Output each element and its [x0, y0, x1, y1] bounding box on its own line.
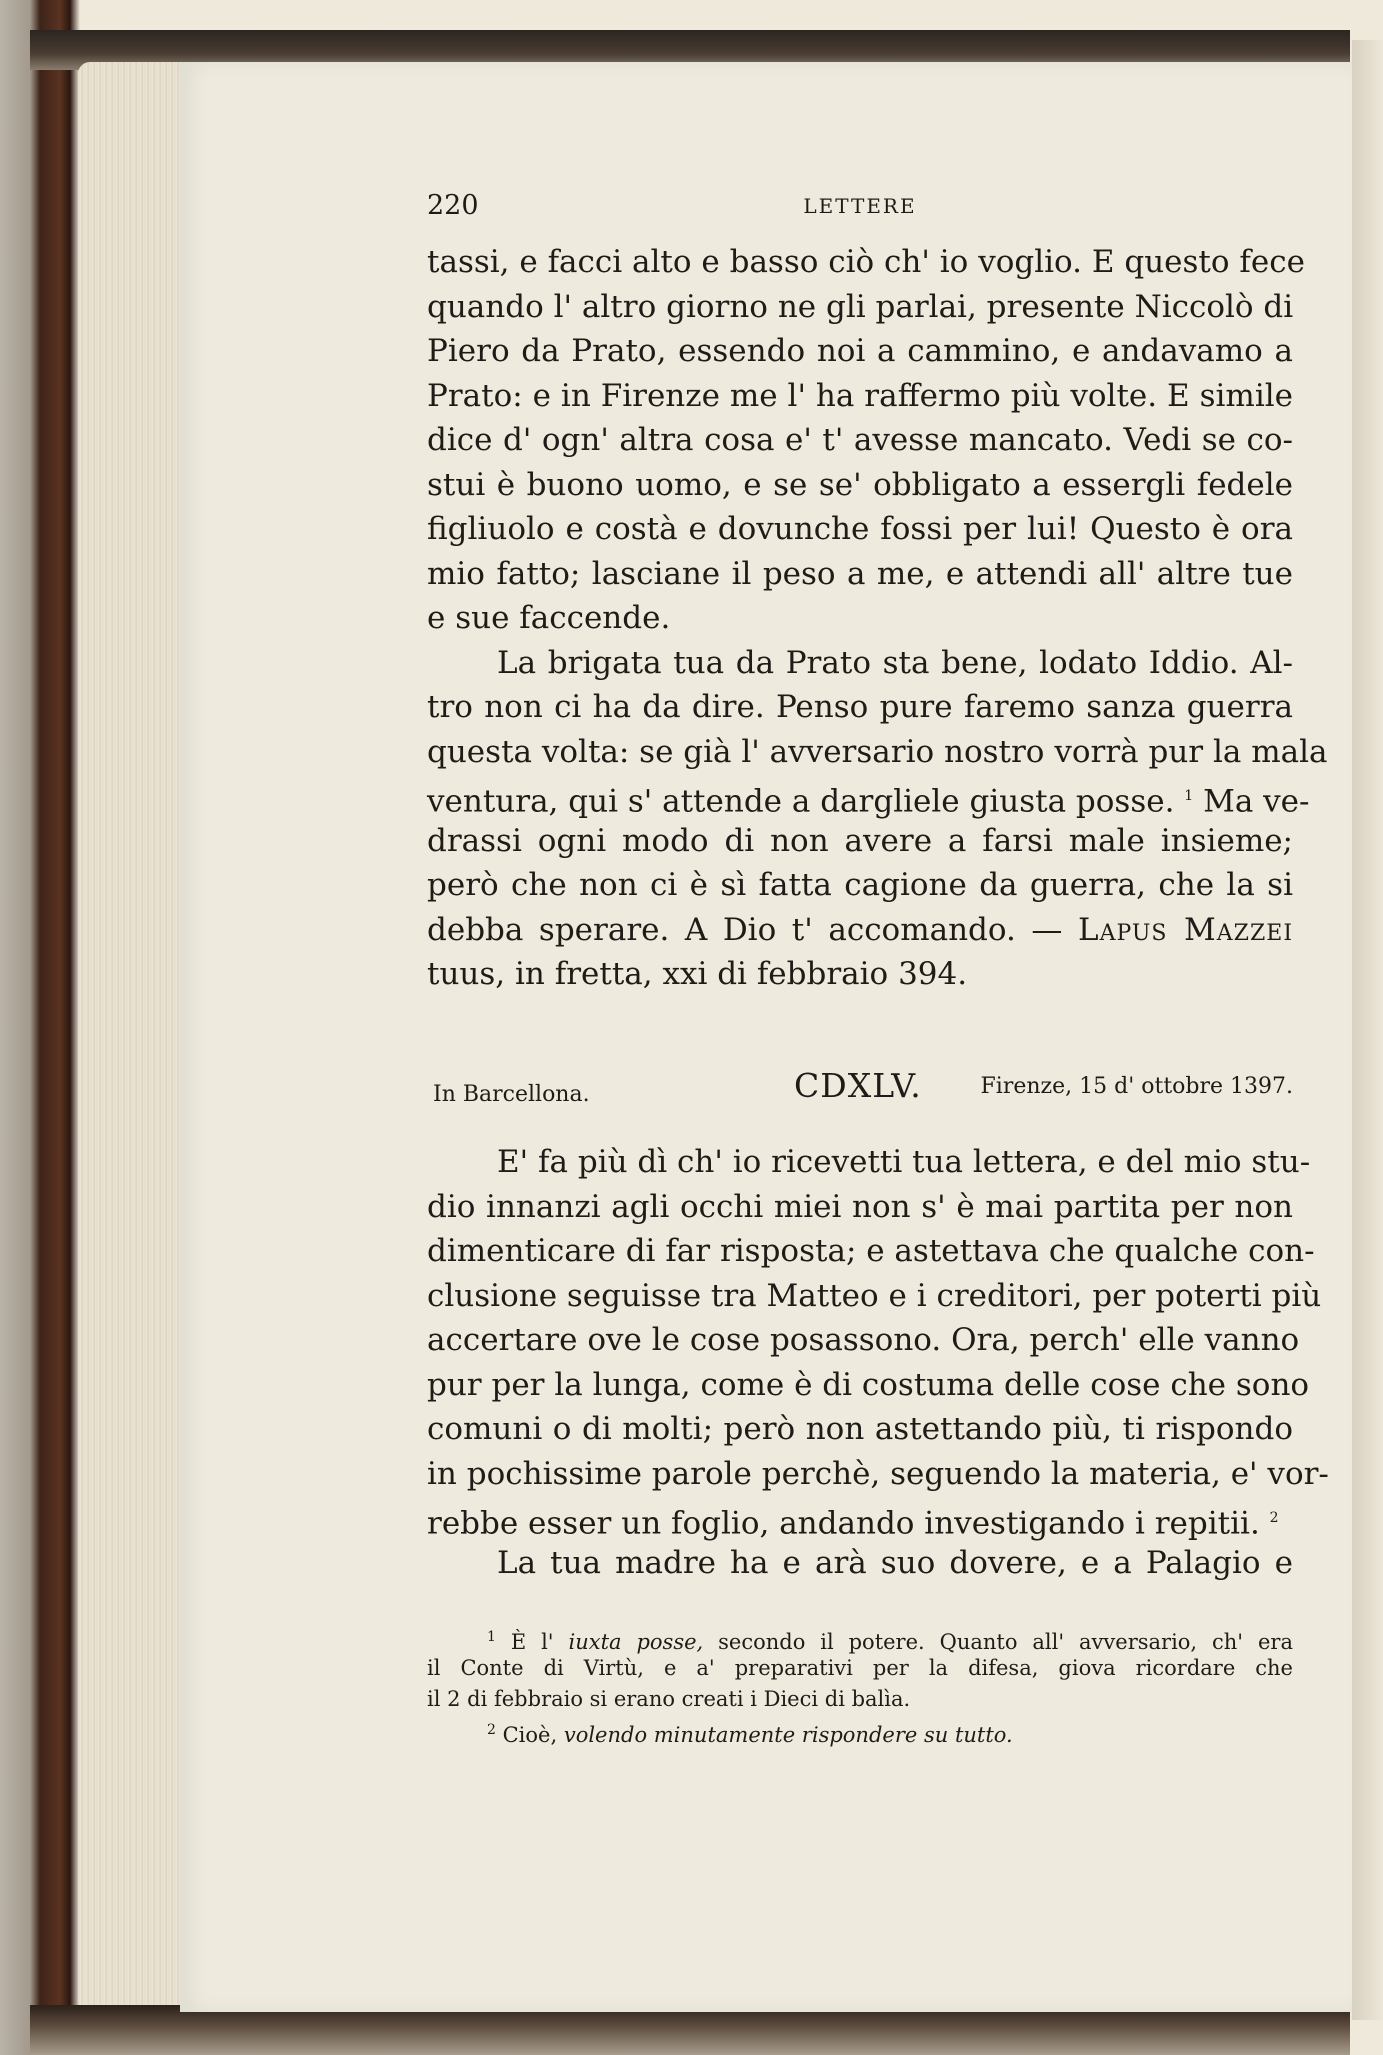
text-line: dimenticare di far risposta; e astettava che qualche con- [427, 1233, 1315, 1269]
text-line: Prato: e in Firenze me l' ha raffermo più volte. E simile [427, 377, 1293, 414]
letter-destination: In Barcellona. [433, 1082, 590, 1107]
text-line: questa volta: se già l' avversario nostro vorrà pur la mala [427, 733, 1328, 770]
footnote-marker: 2 [487, 1722, 496, 1738]
text-line: drassi ogni modo di non avere a farsi male insieme; [427, 822, 1293, 859]
book-bottom-edge [30, 2005, 1350, 2055]
text-line: però che non ci è sì fatta cagione da guerra, che la si [427, 867, 1293, 903]
text-line: clusione seguisse tra Matteo e i creditori, per poterti più [427, 1277, 1322, 1314]
text-line: in pochissime parole perchè, seguendo la materia, e' vor- [427, 1455, 1329, 1492]
footnote-2 [427, 1715, 1293, 1746]
previous-letter-text [427, 240, 1328, 997]
text-line: accertare ove le cose posassono. Ora, perch' elle vanno [427, 1322, 1300, 1358]
text-line: dice d' ogn' altra cosa e' t' avesse mancato. Vedi se co- [427, 422, 1293, 458]
text-segment: iuxta posse, [568, 1630, 704, 1654]
text-segment: volendo minutamente rispondere su tutto. [563, 1723, 1013, 1747]
footnote-line: il 2 di febbraio si erano creati i Dieci di balìa. [427, 1687, 911, 1711]
text-line: pur per la lunga, come è di costuma delle cose che sono [427, 1366, 1310, 1403]
running-head [427, 190, 1293, 230]
text-line: tassi, e facci alto e basso ciò ch' io voglio. E questo fece [427, 244, 1305, 280]
letter-text [427, 1140, 1329, 1585]
letter-heading [427, 1060, 1293, 1110]
signature: Lapus Mazzei [1078, 911, 1294, 948]
text-segment: ventura, qui s' attende a dargliele giusta posse. [427, 783, 1175, 820]
text-line: e sue faccende. [427, 600, 671, 636]
page-number: 220 [427, 190, 479, 221]
text-line: mio fatto; lasciane il peso a me, e attendi all' altre tue [427, 555, 1293, 592]
closing-line [427, 908, 1293, 953]
footnote-1 [427, 1622, 1293, 1653]
letter-number: CDXLV. [794, 1066, 922, 1105]
footnote-ref: 2 [1269, 1510, 1279, 1526]
footnote-marker: 1 [487, 1629, 496, 1645]
text-line: quando l' altro giorno ne gli parlai, presente Niccolò di [427, 288, 1294, 325]
text-line: tuus, in fretta, xxi di febbraio 394. [427, 956, 968, 992]
text-line: E' fa più dì ch' io ricevetti tua lettera, e del mio stu- [497, 1144, 1311, 1180]
text-line: stui è buono uomo, e se se' obbligato a essergli fedele [427, 466, 1293, 503]
text-segment: È l' [510, 1630, 554, 1654]
footnotes [427, 1622, 1293, 1746]
text-line: tro non ci ha da dire. Penso pure faremo sanza guerra [427, 689, 1293, 725]
text-line: Piero da Prato, essendo noi a cammino, e andavamo a [427, 333, 1293, 369]
text-segment: Cioè, [502, 1723, 558, 1747]
text-segment: rebbe esser un foglio, andando investigando i repitii. [427, 1505, 1260, 1542]
text-line: La brigata tua da Prato sta bene, lodato Iddio. Al- [497, 644, 1293, 681]
text-line: dio innanzi agli occhi miei non s' è mai partita per non [427, 1188, 1293, 1225]
text-segment: secondo il potere. Quanto all' avversario, ch' era [718, 1630, 1293, 1654]
text-line: La tua madre ha e arà suo dovere, e a Palagio e [497, 1544, 1293, 1581]
text-line-with-footnote [427, 1496, 1293, 1541]
text-segment: debba sperare. A Dio t' accomando. — [427, 911, 1063, 948]
text-segment: Ma ve- [1203, 783, 1310, 820]
text-line: figliuolo e costà e dovunche fossi per lui! Questo è ora [427, 511, 1293, 547]
facing-page-edge [1352, 40, 1383, 2020]
page-edges [78, 62, 188, 2012]
text-line-with-footnote [427, 774, 1310, 820]
footnote-ref: 1 [1184, 788, 1194, 804]
running-title: LETTERE [803, 194, 917, 218]
letter-date: Firenze, 15 d' ottobre 1397. [980, 1074, 1293, 1099]
footnote-line: il Conte di Virtù, e a' preparativi per la difesa, giova ricordare che [427, 1656, 1293, 1680]
text-line: comuni o di molti; però non astettando più, ti rispondo [427, 1411, 1293, 1447]
